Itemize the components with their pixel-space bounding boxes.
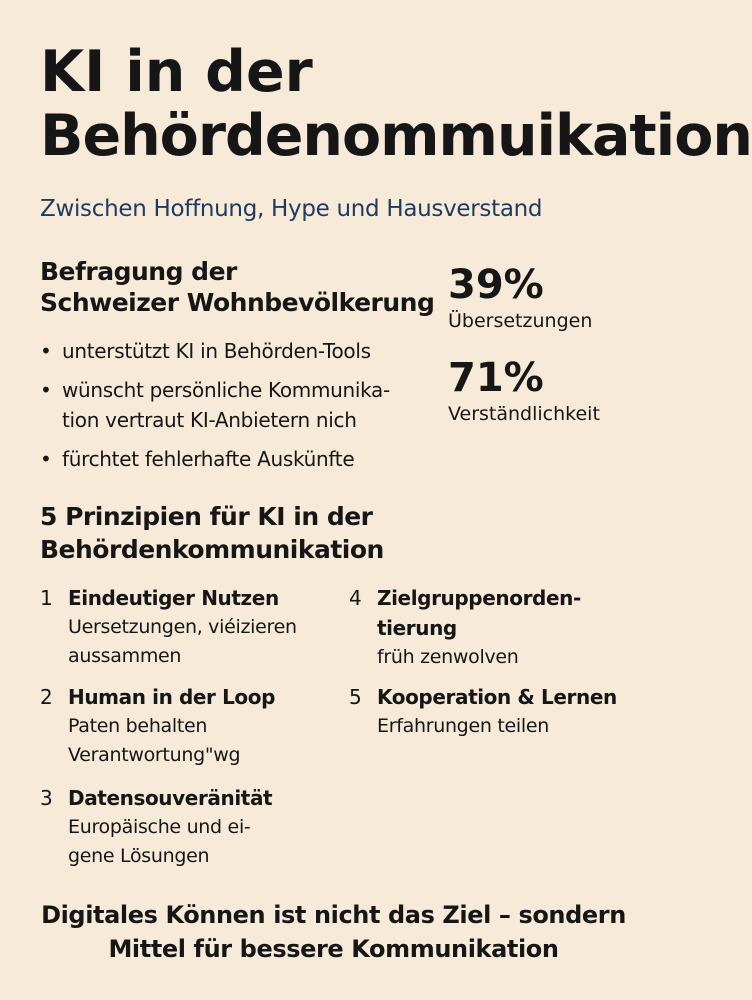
- stat-comprehensibility: [448, 355, 663, 427]
- principle-desc-line: Europäische und ei-: [68, 816, 251, 838]
- principles-heading-line-1: 5 Prinzipien für KI in der: [40, 502, 373, 531]
- principle-2: [40, 682, 330, 770]
- page-title: [40, 39, 752, 169]
- stat-label: Verständlichkeit: [448, 403, 600, 425]
- survey-heading: [40, 256, 440, 318]
- principle-desc-line: aussammen: [68, 645, 182, 667]
- principle-number: 2: [40, 685, 53, 709]
- survey-bullet-list: [40, 336, 440, 483]
- principle-title: [68, 583, 330, 613]
- principle-3: [40, 783, 330, 871]
- principle-desc: [377, 643, 639, 672]
- principles-heading-line-2: Behördenkommunikation: [40, 535, 384, 564]
- principle-4: [349, 583, 639, 672]
- stat-value: 71%: [448, 355, 544, 401]
- principle-title: [377, 682, 639, 712]
- principle-desc: [68, 613, 330, 671]
- principle-1: [40, 583, 330, 671]
- principle-desc-line: Erfahrungen teilen: [377, 715, 549, 737]
- principle-title-text: Datensouveränität: [68, 786, 273, 810]
- survey-heading-line-1: Befragung der: [40, 257, 237, 286]
- principle-desc-line: früh zenwolven: [377, 646, 519, 668]
- principle-desc: [68, 813, 330, 871]
- principle-title-text: tierung: [377, 616, 457, 640]
- principle-desc-line: gene Lösungen: [68, 845, 210, 867]
- footer-line-1: Digitales Können ist nicht das Ziel – sondern: [41, 901, 626, 929]
- bullet-text: • wünscht persönliche Kommunika-: [62, 378, 390, 402]
- principle-number: 3: [40, 786, 53, 810]
- principle-desc-line: Uersetzungen, viéizieren: [68, 616, 297, 638]
- principle-title: [68, 783, 330, 813]
- page-subtitle: Zwischen Hoffnung, Hype und Hausverstand: [40, 196, 543, 222]
- footer-statement: [20, 898, 647, 966]
- list-item: [40, 336, 440, 366]
- title-line-2: Behördenommuikation: [40, 103, 752, 169]
- footer-line-2: Mittel für bessere Kommunikation: [108, 935, 559, 963]
- principle-number: 4: [349, 586, 362, 610]
- principle-title-text: Zielgruppenorden-: [377, 586, 581, 610]
- principle-title-text: Eindeutiger Nutzen: [68, 586, 279, 610]
- bullet-text: tion vertraut KI-Anbietern nich: [62, 408, 357, 432]
- principle-desc-line: Paten behalten: [68, 715, 208, 737]
- list-item: [40, 444, 440, 474]
- principle-title: [377, 583, 639, 643]
- principle-number: 1: [40, 586, 53, 610]
- principle-desc-line: Verantwortung"wg: [68, 744, 241, 766]
- principle-number: 5: [349, 685, 362, 709]
- title-line-1: KI in der: [40, 39, 313, 105]
- list-item: [40, 375, 440, 435]
- stat-value: 39%: [448, 262, 544, 308]
- principle-title: [68, 682, 330, 712]
- principle-desc: [68, 712, 330, 770]
- stat-label: Übersetzungen: [448, 310, 593, 332]
- principle-title-text: Human in der Loop: [68, 685, 276, 709]
- bullet-text: • fürchtet fehlerhafte Auskünfte: [62, 447, 355, 471]
- principle-desc: [377, 712, 639, 741]
- survey-heading-line-2: Schweizer Wohnbevölkerung: [40, 288, 435, 317]
- principles-heading: [40, 500, 640, 566]
- principle-5: [349, 682, 639, 741]
- principle-title-text: Kooperation & Lernen: [377, 685, 617, 709]
- stat-translations: [448, 262, 663, 334]
- bullet-text: • unterstützt KI in Behörden-Tools: [62, 339, 371, 363]
